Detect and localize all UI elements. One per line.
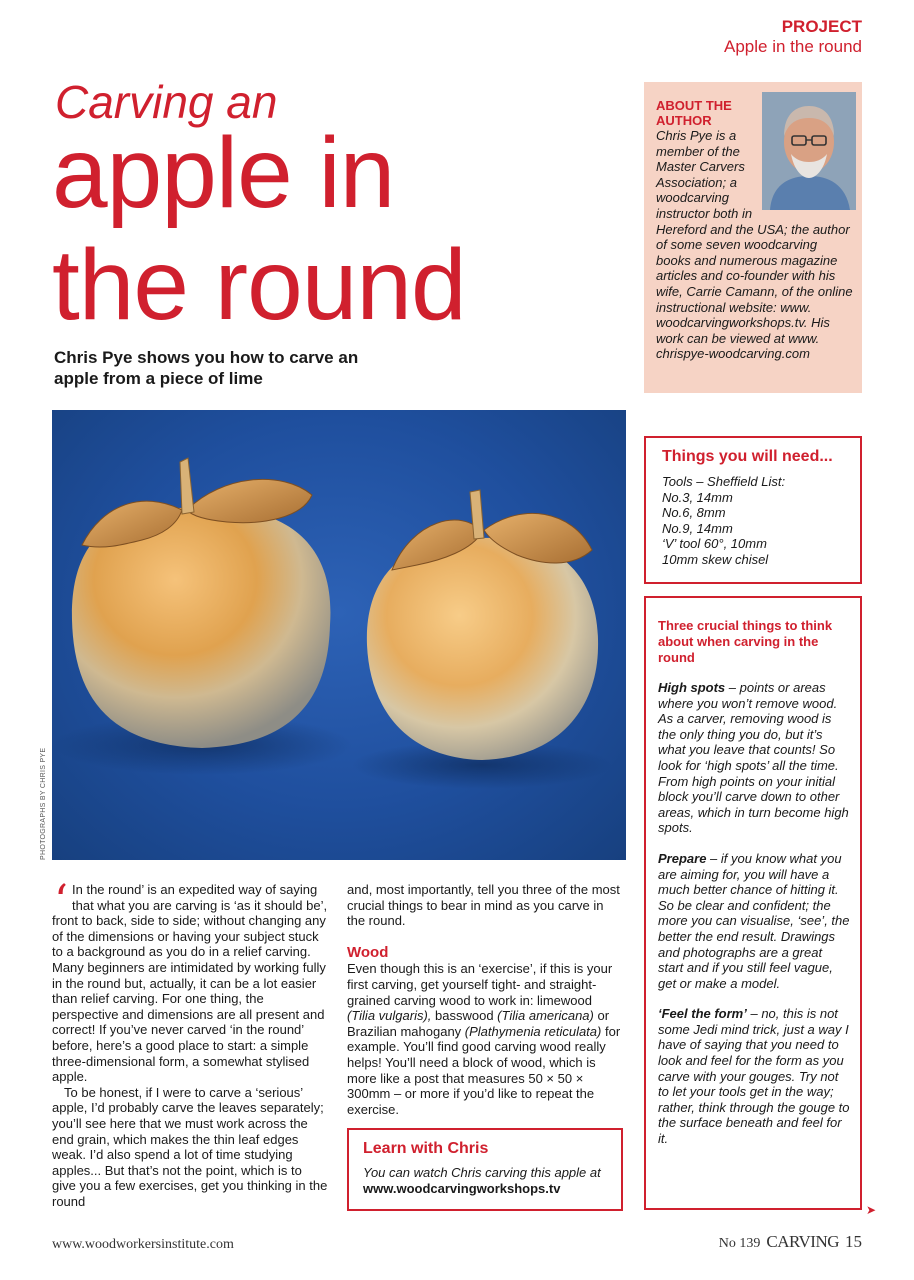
wood-text: basswood [431, 1008, 498, 1024]
learn-title: Learn with Chris [363, 1140, 489, 1157]
dropcap-quote: ‘ [54, 876, 68, 927]
photo-credit: PHOTOGRAPHS BY CHRIS PYE [40, 747, 47, 860]
body-paragraph-3: and, most importantly, tell you three of the most crucial things to bear in mind as you carve in the round. [347, 882, 620, 929]
things-item: Tools – Sheffield List: [662, 474, 786, 489]
things-you-will-need-box [644, 436, 862, 584]
crucial-things-box [644, 596, 862, 1210]
learn-description: You can watch Chris carving this apple at [363, 1165, 601, 1180]
things-title: Things you will need... [662, 448, 833, 465]
crucial-title: Three crucial things to think about when carving in the round [658, 618, 833, 665]
body-column-2 [347, 882, 623, 1117]
author-photo [762, 92, 856, 210]
standfirst: Chris Pye shows you how to carve an apple from a piece of lime [54, 348, 359, 388]
wood-paragraph [347, 961, 623, 1117]
crucial-item-feel-the-form [658, 1006, 850, 1146]
body-paragraph-2: To be honest, if I were to carve a ‘serious’ apple, I’d probably carve the leaves separately; you’ll see here that we must work across the end grain, which makes the thin leaf edges weak. I’d also spend a lot of time studying apples... But that’s not the point, which is to give you a few exercises, get you thinking in the round [52, 1084, 328, 1209]
crucial-item-high-spots [658, 680, 850, 836]
things-item: No.9, 14mm [662, 520, 733, 536]
wood-species: (Tilia vulgaris), [347, 1008, 432, 1024]
learn-url-link[interactable]: www.woodcarvingworkshops.tv [363, 1180, 561, 1196]
things-list [662, 474, 846, 568]
body-paragraph-1: In the round’ is an expedited way of saying that what you are carving is ‘as it should be’, front to back, side to side; without changing any of the dimensions or having your subject stuck to a background as you do in a relief carving. Many beginners are intimidated by working fully in the round but, actually, it can be a lot easier than relief carving. For one thing, the perspective and dimensions are all present and correct! If you’ve never carved ‘in the round’ before, here’s a good place to start: a simple three-dimensional form, a somewhat stylised apple. [52, 882, 328, 1085]
magazine-name: CARVING [766, 1232, 839, 1251]
continued-arrow-icon: ➤ [866, 1203, 877, 1217]
about-author-box [644, 82, 862, 393]
wood-heading: Wood [347, 943, 389, 961]
crucial-term: High spots [658, 680, 726, 695]
crucial-text: – points or areas where you won’t remove wood. As a carver, removing wood is the only thing you do, but it’s what you leave that counts! So look for ‘high spots’ all the time. From high points on your initial block you’ll carve down to other areas, which in turn become high spots. [658, 680, 849, 836]
learn-text [363, 1165, 607, 1196]
crucial-term: Prepare [658, 850, 707, 866]
footer-folio [719, 1232, 862, 1252]
wood-text: or Brazilian mahogany [347, 1008, 610, 1039]
things-item: No.3, 14mm [662, 489, 733, 505]
carved-apples-illustration [52, 410, 626, 860]
author-portrait-illustration [762, 92, 856, 210]
things-item: 10mm skew chisel [662, 551, 769, 567]
body-column-1 [52, 876, 328, 1209]
page-number: 15 [845, 1232, 862, 1251]
about-heading-line-1: ABOUT THE [656, 98, 732, 113]
title-line-1: apple in [52, 117, 395, 229]
title-line-2: the round [52, 229, 466, 341]
about-text: Chris Pye is a member of the Master Carvers Association; a woodcarving instructor both in Hereford and the USA; the author of some seven woodcarving books and numerous magazine articles and co-founder with his wife, Carrie Camann, of the online instructional website: www. woodcarvingworkshops.tv. His work can be viewed at www. chrispye-woodcarving.com [656, 128, 853, 362]
things-item: No.6, 8mm [662, 505, 726, 521]
learn-with-chris-box [347, 1128, 623, 1211]
title-kicker: Carving an [55, 76, 278, 128]
apples-photo [52, 410, 626, 860]
wood-text: for example. You’ll find good carving wood really helps! You’ll need a block of wood, which is more like a post that measures 50 × 50 × 300mm – or more if you’d like to repeat the exercise. [347, 1023, 621, 1117]
footer-website[interactable]: www.woodworkersinstitute.com [52, 1237, 234, 1252]
page-title [52, 117, 466, 341]
about-heading-line-2: AUTHOR [656, 113, 712, 128]
wood-text: Even though this is an ‘exercise’, if this is your first carving, get yourself tight- and straight-grained carving wood to work in: limewood [347, 961, 613, 1008]
crucial-text: – if you know what you are aiming for, you will have a much better chance of hitting it. So be clear and confident; the more you can visualise, ‘see’, the better the end result. Drawings and photographs are a great start and if you still feel vague, get or make a model. [658, 850, 850, 991]
crucial-text: – no, this is not some Jedi mind trick, just a way I have of saying that you need to look and feel for the form as you carve with your gouges. Try not to let your tools get in the way; rather, think through the gouge to the surface beneath and feel for it. [658, 1006, 850, 1147]
things-item: ‘V’ tool 60°, 10mm [662, 536, 767, 552]
wood-species: (Plathymenia reticulata) [464, 1023, 602, 1039]
section-label: PROJECT [781, 17, 862, 36]
crucial-item-prepare [658, 851, 850, 991]
section-subtitle: Apple in the round [724, 37, 862, 56]
wood-species: (Tilia americana) [497, 1008, 594, 1024]
issue-number: No 139 [718, 1236, 761, 1251]
crucial-term: ‘Feel the form’ [658, 1006, 747, 1022]
